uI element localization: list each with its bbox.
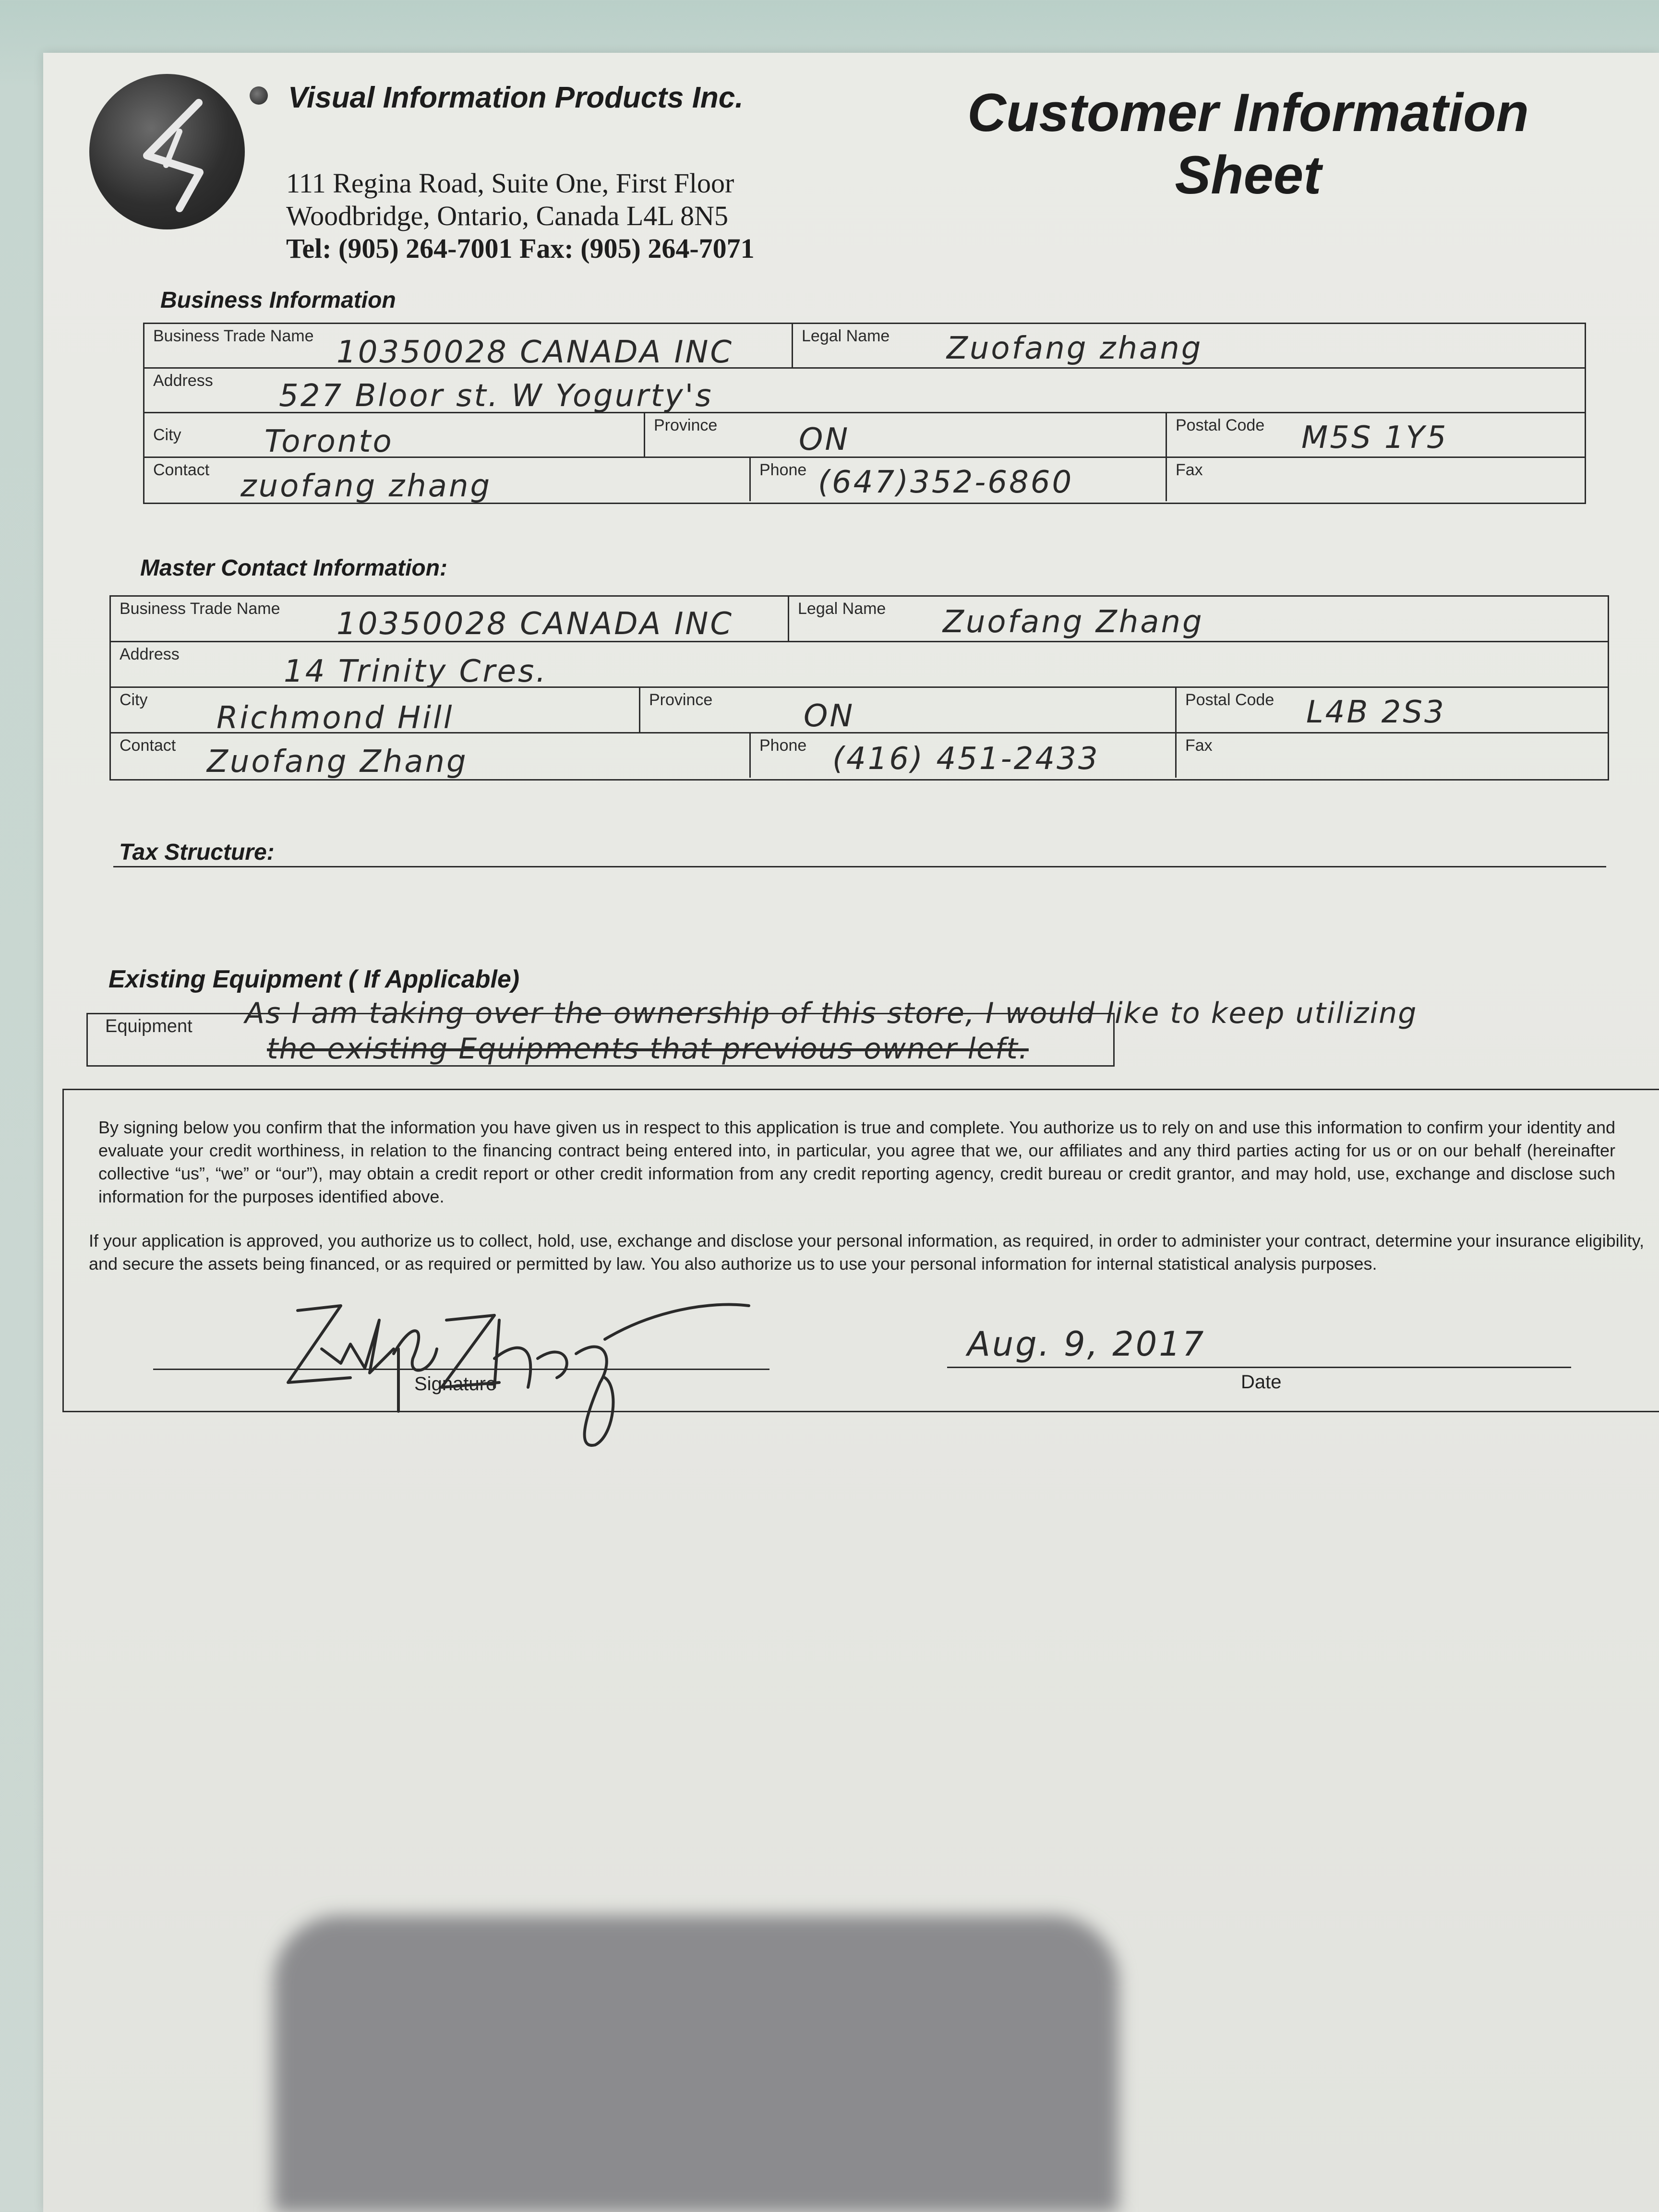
logo-dot: [250, 86, 268, 105]
company-logo: [89, 74, 245, 229]
master-province-cell[interactable]: [640, 688, 1177, 732]
business-province-value: ON: [799, 422, 850, 457]
business-legal-name-cell[interactable]: [793, 324, 1585, 367]
master-fax-cell[interactable]: [1177, 733, 1608, 778]
master-trade-name-cell[interactable]: [111, 597, 789, 641]
master-phone-value: (416) 451-2433: [832, 741, 1100, 777]
tax-structure-line[interactable]: [113, 866, 1606, 867]
phone-shadow: [274, 1915, 1118, 2212]
business-row-contact: [144, 458, 1585, 504]
handwritten-signature: [269, 1291, 768, 1455]
business-postal-value: M5S 1Y5: [1301, 420, 1448, 456]
master-phone-label: Phone: [759, 736, 807, 755]
master-city-label: City: [120, 691, 148, 709]
business-address-value: 527 Bloor st. W Yogurty's: [279, 378, 713, 414]
business-city-label: City: [153, 426, 181, 444]
date-value: Aug. 9, 2017: [967, 1324, 1206, 1364]
master-row-location: [111, 688, 1608, 736]
consent-paragraph-2: If your application is approved, you authorize us to collect, hold, use, exchange and disclose your personal information, as required, in order to administer your contract, determine your insurance eligibility, and secure the assets being financed, or as required or permitted by law. You also authorize us to use your personal information for internal statistical analysis purposes.: [89, 1231, 1644, 1274]
master-row-contact: [111, 733, 1608, 778]
business-city-value: Toronto: [264, 424, 394, 459]
master-address-label: Address: [120, 645, 180, 663]
business-row-location: [144, 413, 1585, 458]
company-address-line2: Woodbridge, Ontario, Canada L4L 8N5: [286, 200, 728, 231]
equipment-label: Equipment: [105, 1016, 192, 1036]
master-province-value: ON: [804, 698, 855, 734]
business-address-label: Address: [153, 372, 213, 390]
company-phones: Tel: (905) 264-7001 Fax: (905) 264-7071: [286, 233, 755, 264]
equipment-text-line1: As I am taking over the ownership of this store, I would like to keep utilizing: [245, 997, 1418, 1030]
business-trade-name-value: 10350028 CANADA INC: [337, 335, 734, 370]
master-province-label: Province: [649, 691, 713, 709]
master-contact-cell[interactable]: [111, 733, 751, 778]
business-trade-name-label: Business Trade Name: [153, 327, 314, 345]
business-info-table: [143, 323, 1586, 504]
master-legal-name-label: Legal Name: [798, 600, 886, 618]
business-postal-label: Postal Code: [1176, 416, 1265, 434]
signature-label: Signature: [414, 1373, 497, 1395]
company-address-line1: 111 Regina Road, Suite One, First Floor: [286, 168, 734, 199]
tax-structure-heading: Tax Structure:: [119, 840, 275, 865]
master-address-value: 14 Trinity Cres.: [284, 654, 548, 689]
business-row-address[interactable]: [144, 369, 1585, 413]
master-row-address[interactable]: [111, 642, 1608, 688]
business-info-heading: Business Information: [160, 288, 396, 313]
business-contact-label: Contact: [153, 461, 210, 479]
business-province-cell[interactable]: [645, 413, 1167, 457]
master-city-cell[interactable]: [111, 688, 640, 736]
business-contact-value: zuofang zhang: [240, 469, 492, 504]
master-trade-name-label: Business Trade Name: [120, 600, 280, 618]
business-city-cell[interactable]: [144, 413, 645, 457]
company-name: Visual Information Products Inc.: [288, 81, 744, 114]
master-legal-name-value: Zuofang Zhang: [943, 604, 1204, 640]
business-trade-name-cell[interactable]: [144, 324, 793, 370]
master-contact-heading: Master Contact Information:: [140, 555, 448, 581]
master-postal-value: L4B 2S3: [1306, 695, 1446, 730]
business-contact-cell[interactable]: [144, 458, 751, 504]
business-phone-label: Phone: [759, 461, 807, 479]
master-city-value: Richmond Hill: [216, 700, 454, 736]
consent-paragraph-1: By signing below you confirm that the information you have given us in respect to this application is true and complete. You authorize us to rely on and use this information to confirm your identity and evaluate your credit worthiness, in relation to the financing contract being entered into, in particular, you agree that we, our affiliates and any third parties acting for us or on our behalf (hereinafter collective “us”, “we” or “our”), may obtain a credit report or other credit information from any credit reporting agency, credit bureau or credit grantor, and may hold, use, exchange and disclose such information for the purposes identified above.: [98, 1118, 1615, 1206]
equipment-text-line2: the existing Equipments that previous owner left.: [267, 1032, 1029, 1066]
master-trade-name-value: 10350028 CANADA INC: [337, 606, 734, 642]
business-fax-cell[interactable]: [1167, 458, 1585, 501]
business-legal-name-label: Legal Name: [802, 327, 890, 345]
business-phone-cell[interactable]: [751, 458, 1167, 501]
master-fax-label: Fax: [1185, 736, 1213, 755]
equipment-heading: Existing Equipment ( If Applicable): [108, 965, 520, 993]
business-province-label: Province: [654, 416, 718, 434]
business-legal-name-value: Zuofang zhang: [947, 331, 1203, 366]
master-row-names: [111, 597, 1608, 642]
business-fax-label: Fax: [1176, 461, 1203, 479]
business-postal-cell[interactable]: [1167, 413, 1585, 457]
master-postal-label: Postal Code: [1185, 691, 1274, 709]
sheet-title-line1: Customer Information: [967, 83, 1529, 143]
master-contact-label: Contact: [120, 736, 176, 755]
master-legal-name-cell[interactable]: [789, 597, 1608, 641]
master-contact-table: [109, 595, 1609, 781]
master-phone-cell[interactable]: [751, 733, 1177, 778]
business-phone-value: (647)352-6860: [818, 465, 1074, 500]
date-label: Date: [1241, 1371, 1282, 1393]
master-postal-cell[interactable]: [1177, 688, 1608, 732]
sheet-title: [931, 82, 1565, 206]
business-row-names: [144, 324, 1585, 369]
sheet-title-line2: Sheet: [1175, 145, 1322, 205]
master-contact-value: Zuofang Zhang: [207, 744, 468, 780]
date-line[interactable]: [947, 1367, 1571, 1368]
